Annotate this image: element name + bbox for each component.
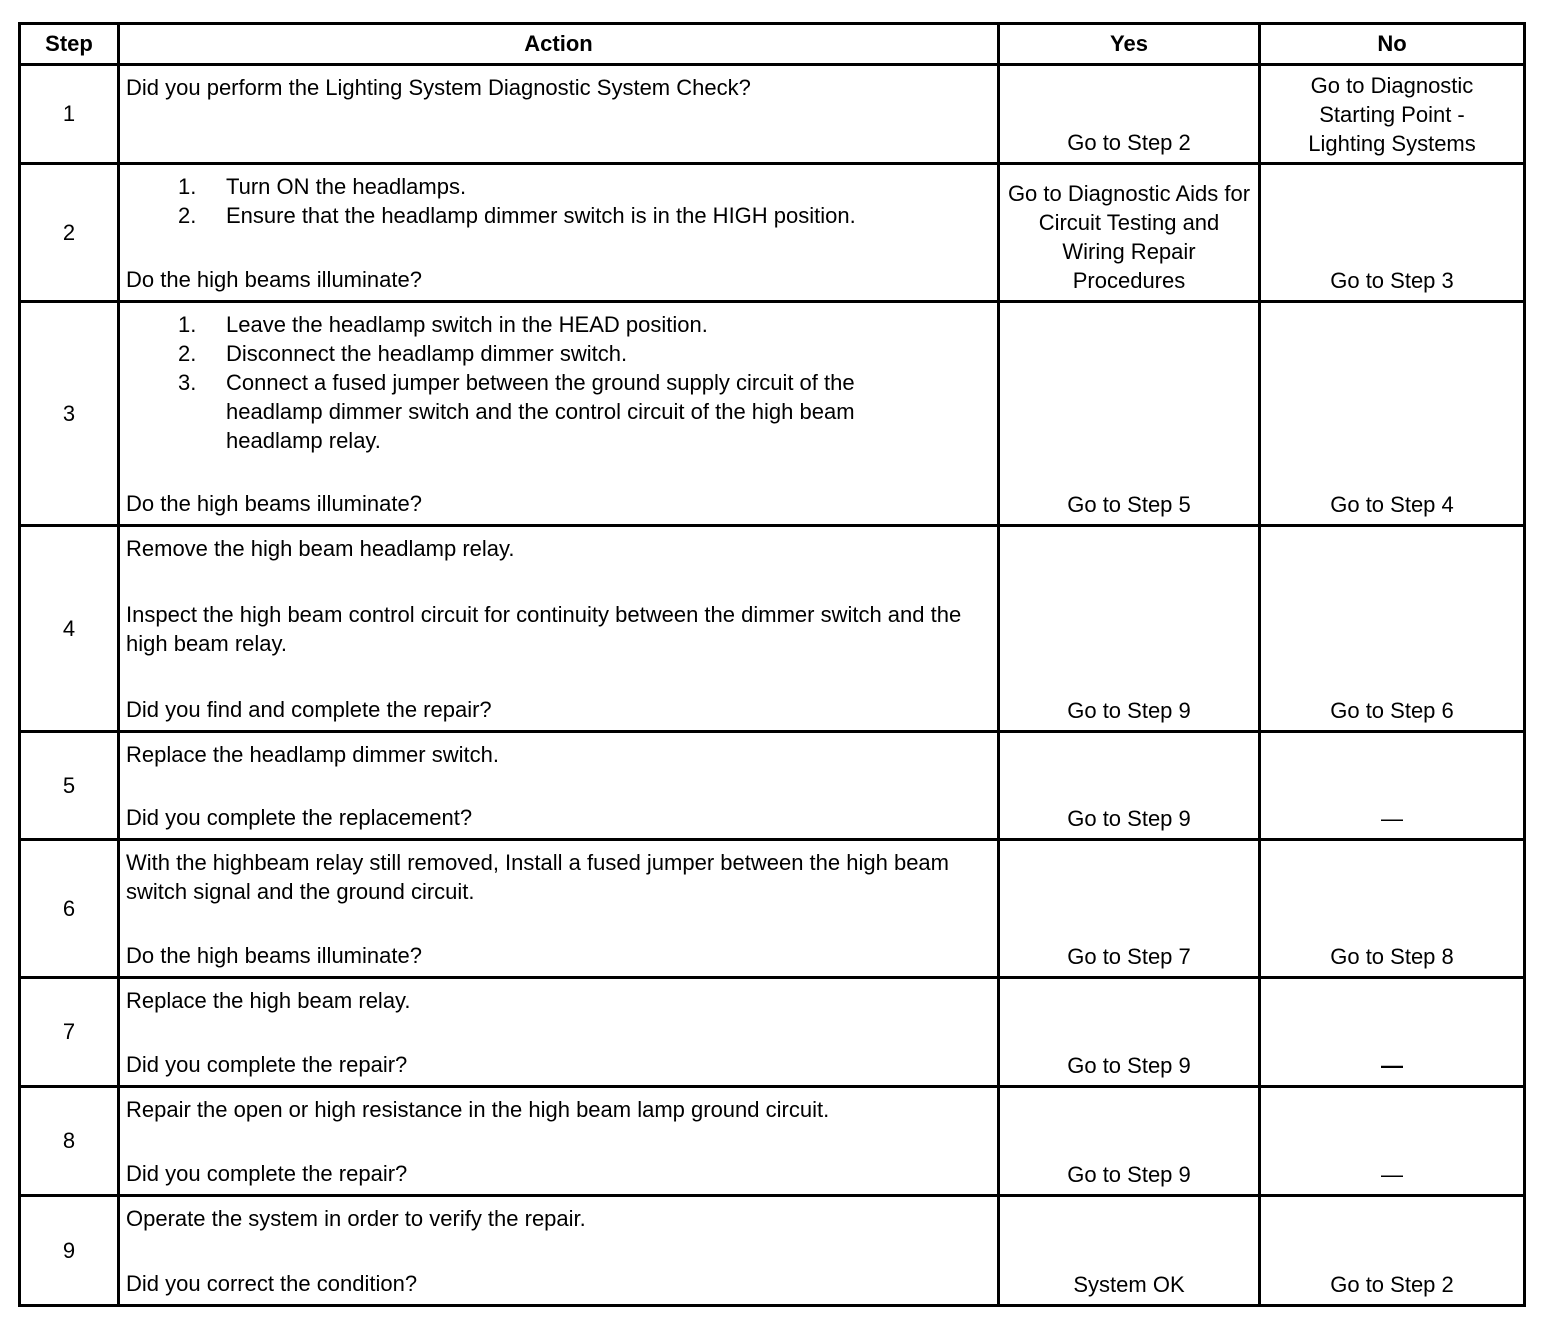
header-yes: Yes bbox=[999, 24, 1260, 65]
action-text: Repair the open or high resistance in the high beam lamp ground circuit. bbox=[126, 1097, 830, 1122]
diagnostic-table bbox=[18, 22, 1526, 1307]
action-text: Inspect the high beam control circuit for continuity between the dimmer switch and the high beam relay. bbox=[126, 602, 962, 656]
list-item: 2. Disconnect the headlamp dimmer switch. bbox=[178, 341, 628, 366]
yes-cell: Go to Step 9 bbox=[999, 978, 1260, 1087]
yes-cell: Go to Step 9 bbox=[999, 526, 1260, 732]
header-row bbox=[20, 24, 1525, 65]
yes-cell: System OK bbox=[999, 1196, 1260, 1306]
table-row bbox=[20, 65, 1525, 164]
action-question: Do the high beams illuminate? bbox=[126, 267, 422, 292]
header-no: No bbox=[1260, 24, 1525, 65]
no-cell: Go to Step 8 bbox=[1260, 840, 1525, 978]
action-question: Did you complete the replacement? bbox=[126, 805, 473, 830]
action-list bbox=[126, 172, 991, 230]
table-row bbox=[20, 978, 1525, 1087]
no-cell: Go to Step 4 bbox=[1260, 302, 1525, 526]
action-list bbox=[126, 310, 991, 455]
action-question: Do the high beams illuminate? bbox=[126, 943, 422, 968]
table-row bbox=[20, 1196, 1525, 1306]
step-number: 6 bbox=[20, 840, 119, 978]
table-row bbox=[20, 164, 1525, 302]
action-cell bbox=[119, 732, 999, 840]
yes-cell: Go to Step 7 bbox=[999, 840, 1260, 978]
list-item: 1. Turn ON the headlamps. bbox=[178, 174, 467, 199]
action-text: Replace the high beam relay. bbox=[126, 988, 411, 1013]
action-cell bbox=[119, 65, 999, 164]
action-cell bbox=[119, 164, 999, 302]
header-action: Action bbox=[119, 24, 999, 65]
action-cell bbox=[119, 1087, 999, 1196]
yes-cell: Go to Step 9 bbox=[999, 732, 1260, 840]
table-row bbox=[20, 1087, 1525, 1196]
step-number: 3 bbox=[20, 302, 119, 526]
step-number: 4 bbox=[20, 526, 119, 732]
no-cell: Go to Step 6 bbox=[1260, 526, 1525, 732]
list-item: 2. Ensure that the headlamp dimmer switch is in the HIGH position. bbox=[178, 203, 856, 228]
action-cell bbox=[119, 978, 999, 1087]
action-text: With the highbeam relay still removed, Install a fused jumper between the high beam switch signal and the ground circuit. bbox=[126, 850, 949, 904]
list-item: 3. Connect a fused jumper between the ground supply circuit of the headlamp dimmer switch and the control circuit of the high beam headlamp relay. bbox=[178, 370, 855, 453]
no-cell: Go to Diagnostic Starting Point - Lighting Systems bbox=[1260, 65, 1525, 164]
no-cell: — bbox=[1260, 978, 1525, 1087]
list-item: 1. Leave the headlamp switch in the HEAD position. bbox=[178, 312, 708, 337]
table-row bbox=[20, 732, 1525, 840]
step-number: 5 bbox=[20, 732, 119, 840]
action-cell bbox=[119, 526, 999, 732]
action-text: Remove the high beam headlamp relay. bbox=[126, 536, 515, 561]
header-step: Step bbox=[20, 24, 119, 65]
action-question: Do the high beams illuminate? bbox=[126, 491, 422, 516]
no-cell: Go to Step 2 bbox=[1260, 1196, 1525, 1306]
action-question: Did you correct the condition? bbox=[126, 1271, 418, 1296]
step-number: 1 bbox=[20, 65, 119, 164]
step-number: 9 bbox=[20, 1196, 119, 1306]
yes-cell: Go to Step 9 bbox=[999, 1087, 1260, 1196]
yes-cell: Go to Step 2 bbox=[999, 65, 1260, 164]
table-row bbox=[20, 302, 1525, 526]
table-row bbox=[20, 526, 1525, 732]
no-cell: — bbox=[1260, 1087, 1525, 1196]
yes-cell: Go to Diagnostic Aids for Circuit Testing and Wiring Repair Procedures bbox=[999, 164, 1260, 302]
action-text: Replace the headlamp dimmer switch. bbox=[126, 742, 499, 767]
action-text: Did you perform the Lighting System Diagnostic System Check? bbox=[126, 75, 751, 100]
action-text: Operate the system in order to verify the repair. bbox=[126, 1206, 586, 1231]
no-cell: — bbox=[1260, 732, 1525, 840]
yes-cell: Go to Step 5 bbox=[999, 302, 1260, 526]
table-row bbox=[20, 840, 1525, 978]
step-number: 7 bbox=[20, 978, 119, 1087]
action-question: Did you complete the repair? bbox=[126, 1161, 408, 1186]
action-cell bbox=[119, 302, 999, 526]
action-question: Did you find and complete the repair? bbox=[126, 697, 492, 722]
step-number: 2 bbox=[20, 164, 119, 302]
action-question: Did you complete the repair? bbox=[126, 1052, 408, 1077]
no-cell: Go to Step 3 bbox=[1260, 164, 1525, 302]
action-cell bbox=[119, 840, 999, 978]
action-cell bbox=[119, 1196, 999, 1306]
step-number: 8 bbox=[20, 1087, 119, 1196]
